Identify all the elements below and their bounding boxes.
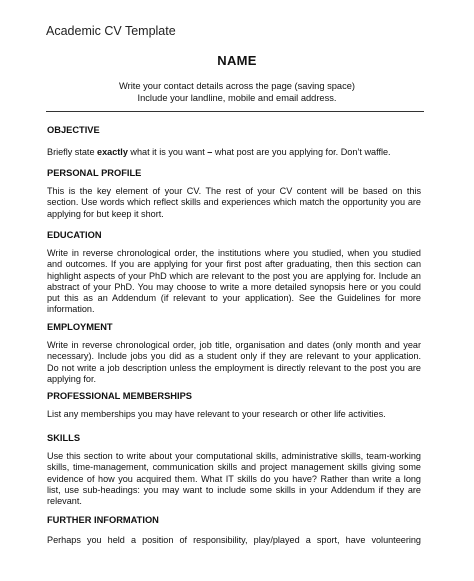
text-line: Use this section to write about your computational skills, administrative skills, team-working bbox=[47, 451, 421, 461]
text-line: Do not write a job description unless the employment is directly relevant to the post you are bbox=[47, 362, 421, 373]
text-line: Write in reverse chronological order, the institutions where you studied, when you studied bbox=[47, 248, 421, 258]
objective-text bbox=[47, 147, 421, 158]
name-heading: NAME bbox=[217, 53, 257, 68]
document-title: Academic CV Template bbox=[46, 24, 176, 38]
section-heading-employment: EMPLOYMENT bbox=[47, 322, 113, 332]
objective-emphasis: exactly bbox=[97, 147, 128, 157]
text-line: information. bbox=[47, 304, 95, 315]
contact-line: Include your landline, mobile and email address. bbox=[137, 93, 337, 103]
objective-text-part: what it is you want bbox=[127, 147, 208, 157]
text-line: and outcomes. If you are applying for your first post after graduating, then this section can bbox=[47, 259, 421, 270]
education-text bbox=[47, 248, 421, 316]
objective-text-part: Briefly state bbox=[47, 147, 98, 157]
text-line: section. Use words which reflect skills and experiences which match the opportunity you are bbox=[47, 197, 421, 208]
section-heading-objective: OBJECTIVE bbox=[47, 125, 100, 135]
text-line: necessary). Include jobs you did as a student only if they are relevant to your application. bbox=[47, 351, 421, 362]
employment-text bbox=[47, 340, 421, 385]
text-line: put this as an Addendum (if relevant to your application). See the Guidelines for more bbox=[47, 293, 421, 304]
contact-instructions bbox=[0, 80, 474, 104]
section-heading-education: EDUCATION bbox=[47, 230, 102, 240]
personal-profile-text bbox=[47, 186, 421, 220]
memberships-text bbox=[47, 409, 421, 420]
objective-dash: – bbox=[207, 147, 213, 157]
section-heading-further-information: FURTHER INFORMATION bbox=[47, 515, 159, 525]
further-information-text bbox=[47, 535, 421, 546]
text-line: evidence of how you acquired them. What IT skills do you have? Rather than write a long bbox=[47, 473, 421, 484]
text-line: skills, time-management, communication skills and project management skills giving some bbox=[47, 462, 421, 473]
text-line: list, use sub-headings: you may want to include some skills in your Addendum if they are bbox=[47, 484, 421, 495]
header-divider bbox=[46, 111, 424, 112]
objective-text-part: what post are you applying for. Don’t waffle. bbox=[212, 147, 391, 157]
text-line: abstract of your PhD. You may choose to write a more detailed synopsis here or you could bbox=[47, 281, 421, 292]
text-line: applying for. bbox=[47, 373, 97, 384]
section-heading-personal-profile: PERSONAL PROFILE bbox=[47, 168, 142, 178]
text-line: applying for but keep it short. bbox=[47, 208, 164, 219]
text-line: List any memberships you may have relevant to your research or other life activities. bbox=[47, 409, 386, 419]
section-heading-skills: SKILLS bbox=[47, 433, 81, 443]
section-heading-memberships: PROFESSIONAL MEMBERSHIPS bbox=[47, 391, 192, 401]
text-line: Perhaps you held a position of responsibility, play/played a sport, have volunteering bbox=[47, 535, 421, 545]
text-line: Write in reverse chronological order, job title, organisation and dates (only month and year bbox=[47, 340, 421, 350]
text-line: highlight aspects of your PhD which are relevant to the post you are applying for. Include an bbox=[47, 270, 421, 281]
text-line: relevant. bbox=[47, 496, 82, 507]
contact-line: Write your contact details across the page (saving space) bbox=[119, 81, 355, 91]
skills-text bbox=[47, 451, 421, 507]
text-line: This is the key element of your CV. The rest of your CV content will be based on this bbox=[47, 186, 421, 196]
